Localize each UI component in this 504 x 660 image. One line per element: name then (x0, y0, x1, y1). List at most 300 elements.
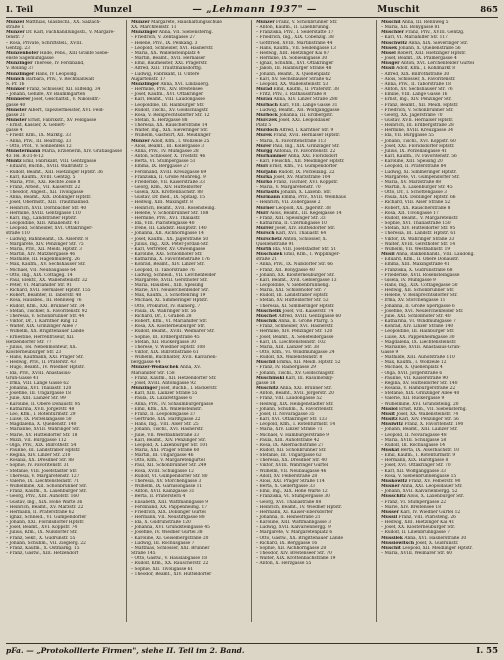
entry-details: – Richard, IX. Berggasse 16 (256, 540, 318, 546)
entry-details: – Otto, Dr., I. Schottengasse 3 (381, 190, 447, 196)
entry-surname: Musser (381, 509, 399, 515)
entry-details: – Valerie, XII. Ruckergasse 9 (381, 396, 445, 402)
entry-details: – Hans, Kaufmann, XXI. Prager Str. (6, 355, 84, 361)
entry-details: – Theodor, XIV. Breitenseer Str. 70 (256, 551, 332, 557)
entry-details: – Heinrich, XVII. Dornbacher Str. 40 (6, 205, 87, 211)
entry-surname: Münzer-Wodaschek (131, 365, 179, 371)
entry-details: – Rudolf, Kfm., XXI. Brünner Str. 34 (6, 303, 85, 309)
entry-details: – Josef, XX. Klosterneuburger Str. (381, 525, 456, 531)
entry-details: – Alois, Beamt., III. Kollergasse 3 (131, 143, 205, 149)
entry-details: – Sophie, XII. Aichhorngasse 28 (256, 545, 327, 551)
entry-details: – Ludwig, Schneid., VII. Lerchenfelder (131, 272, 217, 278)
entry-details: Hans, IV Leopoldg. (34, 71, 78, 77)
entry-details: – Rosalia, XX. Dresdner Str. 88 (6, 458, 74, 464)
entry-details: – Ernst, Ing., XIV. Penzinger Str. (381, 97, 452, 103)
entry-details: – Julius, Kfm., IX. Nußdorfer Str. (6, 530, 78, 536)
entry-surname: Musek (381, 45, 398, 51)
entry-details: – Luise, IX. Porzellangasse 50 (6, 417, 72, 423)
entry-details: – Ida, VIII. Piaristengasse 40 (131, 221, 195, 227)
entry-surname: Musschitz (381, 494, 406, 500)
entry-details: – Hedwig, XIII. Maxingstr. 8 (131, 200, 193, 206)
entry-details: – Hedwig, XIII. Hietzinger Kai 87 (256, 50, 330, 56)
entry-details: Ernst, Fabrikstr., XV Feldgasse (26, 117, 97, 123)
entry-details: – Josef, XVI. Ottakringer Str. 70 (381, 463, 451, 469)
entry-details: – Hans, Ing., VIII. Alser Str. 25 (131, 422, 199, 428)
entry-surname: Murrer (256, 226, 274, 232)
entry-details: – Rosa, V. Reinprechtsdorfer Str. 12 (131, 112, 210, 118)
entry-details: – Johann, XX. Klosterneuburger Str. (256, 272, 335, 278)
entry-details: – Josefine, XVI. Neulerchenfelder Str. (381, 308, 464, 314)
entry-surname: Münnerer (6, 97, 31, 103)
entry-surname: Munzinger (6, 61, 33, 67)
entry-details: Johann, X. Laxenb. Str. (279, 190, 332, 196)
entry-surname: Musel (381, 50, 396, 56)
entry-details: – Martin, III. Ungargasse 46 (131, 453, 194, 459)
entry-details: – Margarete, XVIII. Gersthofer Str. (131, 277, 208, 283)
entry-details: – Heinrich, Beamt., IV. Wiedner Hptstr. (256, 504, 342, 510)
entry-details: Emma, Priv., XVIII. Weinhaus (279, 195, 347, 201)
entry-surname: Muskat (381, 447, 400, 453)
entry-details: – Maria, XV. Märzstraße 88 (381, 179, 442, 185)
entry-details: – Fritz, Priv., I. Rathausstraße 8 (256, 92, 327, 98)
entry-details: – Pauline, VII. Kaiserstraße 90 (381, 375, 449, 381)
entry-details: – Viktor, XVIII. Währinger Gürtel (256, 463, 329, 469)
entry-details: – Franz, Arbeit., VII. Kaiserstr. 22 (6, 185, 81, 190)
entry-details: – Franziska, VI. Stumpergasse 30 (256, 494, 330, 500)
entry-details: – Josef, Kaufm., XVI. Ottakringer (131, 92, 204, 98)
entry-details: Straße 145 (131, 551, 156, 557)
entry-details: gasse 40 (6, 102, 26, 108)
entry-details: – Maria, XII. Bonygasse 81 (381, 25, 441, 31)
entry-details: – Viktor, IX. Währinger Straße 33 (381, 236, 455, 242)
entry-details: Barbara, Priv., V. Rechtsanwalt (24, 76, 95, 82)
entry-details: Maria, Erzieherin, XIV. Gratiasgasse (40, 148, 122, 154)
entry-details: – Gertrude, XIX. Hardtgasse 22 (131, 417, 201, 423)
entry-details: – Richard, Dr., I. Graben 28 (131, 313, 192, 319)
entry-details: – Friederike, XVII. Rosensteingasse (381, 272, 460, 278)
entry-details: – Max, Kaufm., I. Schottenring 19 (131, 293, 206, 299)
entry-details: – Michael, XI. Simmeringer Hptstr. (131, 298, 209, 304)
entry-details: – Rosalia, V. Hamburgerstraße 22 (381, 386, 456, 392)
entry-details: – Johanna, II. Große Sperlgasse 6 (381, 303, 455, 309)
entry-details: – Ernst, Kassier, X. Gellert- (6, 123, 66, 129)
entry-surname: Murböck (256, 112, 278, 118)
entry-details: – Hermann, VII. Neustiftgasse 88 (131, 515, 205, 520)
entry-details: Josef, XV. Märzstraße 104 (272, 174, 331, 180)
entry-details: – Johann, Beamt., XIII. Lainzer Str. (381, 427, 458, 433)
entry-details: – Anna, Beamt., XIX. Döblinger Hptstr. (6, 195, 92, 201)
entry-details: Hilde, Pens., XIII Gränfe Siebe- (38, 50, 109, 56)
entry-details: Josef, Geschäftsf., V. Nikolsdfr.- (30, 97, 101, 103)
entry-surname: Muschinski (256, 375, 285, 381)
entry-details: Leopold, XX. Jägerstr. 38 (274, 205, 331, 211)
entry-details: – Anton, XV. Sechshauser Str. 76 (381, 87, 453, 93)
entry-details: – Pauline, III. Landstraßer Hptstr. (6, 447, 81, 453)
entry-details: – Therese, V. Wiedner Hptstr. 108 (131, 344, 206, 350)
entry-details: – Helene, V. Schönbrunner Str. 188 (131, 210, 209, 216)
entry-details: – Franz, II. Leopoldsgasse 37 (131, 411, 196, 417)
entry-surname: Münker (6, 87, 26, 93)
entry-details: Anna, XXI. Leopoldauer Str. (399, 484, 463, 490)
entry-details: Mariahilfer Str. 158 (131, 370, 175, 376)
entry-details: – Rudolf, Beamt., XVIII. Weimarer Str. (131, 329, 215, 335)
entry-details: – Ludwig, Fabrikant, II. Untere (131, 71, 200, 77)
entry-details: tenstr. 7 (6, 35, 25, 41)
entry-details: – Richard, VIII. Alser Straße 52 (381, 200, 451, 206)
entry-details: – Josef, Beamt., X. Senefeldergasse (256, 334, 334, 340)
entry-details: – Leopold, XX. Wallensteinstr. 53 (256, 81, 329, 87)
entry-details: Anna, XIX. Sieveringer Str. (407, 40, 468, 46)
entry-details: – Karl, Kaufm., XVIII. Gentzg. 5 (6, 174, 76, 180)
entry-details: enste Sagemühlgasse (6, 56, 54, 62)
entry-surname: Mussilek (381, 535, 403, 541)
entry-details: – Rudolf, III. Landstraßer Hptstr. (256, 293, 329, 299)
entry-details: – Anna, Priv., IV. Schaumburgergasse (131, 401, 214, 407)
entry-surname: Musit (381, 411, 396, 417)
entry-details: – Karoline, XIII. Speising 20 (381, 159, 443, 165)
entry-surname: Muschet (256, 313, 277, 319)
entry-details: Margarete, Haushaltungsschule (149, 20, 222, 25)
entry-details: – Johanna, XVI. Thaliastr. 120 (6, 386, 72, 392)
entry-details: – Mathilde, XIII. Auhofstraße 110 (381, 355, 455, 361)
entry-details: – Marianne, XVIII. Anastasius-Grün- (381, 344, 461, 350)
entry-details: – Magdalena, IX. Liechtensteinstr. (381, 339, 457, 345)
entry-details: – Paula, XIII. Auhofstraße 42 (256, 437, 320, 443)
entry-surname: Murau (256, 97, 273, 103)
entry-surname: Murgg (256, 148, 273, 154)
entry-details: Karl, IV. Wiedner Gürtel 12 (398, 509, 461, 515)
entry-details: Franz, XV. Felberstr. 90 (407, 478, 461, 484)
entry-details: Leopold, XII. Meidlinger Hptstr. (400, 545, 473, 551)
entry-details: – Stefanie, VIII. Josefstädter Str. (6, 468, 78, 474)
entry-details: – Heinrich, Beamt., XV. Märzstr. 22 (6, 504, 84, 510)
column-3 (256, 20, 377, 622)
entry-surname: Muschwitz (381, 40, 408, 46)
entry-details: – Wilhelm, VII. Westbahnstr. 19 (381, 246, 451, 252)
entry-details: – Julie, XIII. Lainzer Str. 99 (6, 396, 66, 402)
entry-surname: Münzer (131, 138, 150, 144)
entry-details: – Franz, VI. Stumpergasse 22 (381, 499, 447, 505)
entry-surname: Munzinger (131, 30, 158, 36)
entry-surname: Muschitz (256, 386, 279, 392)
entry-details: Grün-Gasse 41 (6, 375, 39, 381)
entry-details: Gentzg. 23 (6, 45, 30, 51)
entry-details: – Anna, Priv., IX. Nußdorfer Str. 66 (256, 262, 333, 268)
entry-details: – Karl, XIII. Lainzer Straße 55 (131, 391, 198, 397)
entry-details: Alois, Beamt., III. Kegelgasse 14 (268, 210, 342, 216)
entry-surname: Musiol (381, 406, 398, 412)
entry-details: – Johann, XXI. Floridsdorfer Hptstr. (6, 520, 85, 526)
entry-details: – Katharina, VI. Windmühlgasse 7 (381, 319, 456, 325)
entry-details: – Paul, Elektr., XX. Wallensteinstr. 32 (6, 277, 88, 283)
entry-details: Anna, XIV. Linzer Straße 280 (272, 97, 338, 103)
entry-details: – Anna, Priv., IV. Mühlgasse 28 (131, 148, 199, 154)
entry-details: Karl, VIII. Lange Gasse 31 (277, 102, 338, 108)
entry-surname: Münzer (256, 20, 275, 25)
entry-details: – Josef, XXI. Floridsdorfer Hptstr. (381, 143, 455, 149)
entry-details: – Wilhelm, Gastwirt, XII. Meidlinger (131, 133, 211, 139)
entry-details: – Emil, Kfm., XX. Wallensteinstr. (131, 406, 202, 412)
entry-details: – Jakob, III. Hainburger Straße 48 (256, 66, 332, 72)
entry-details: – Emma, IX. Berggasse 27 (131, 164, 189, 170)
entry-surname: Murth (256, 246, 272, 252)
entry-surname: Munzenhofer (6, 50, 39, 56)
entry-details: Paul, Ing., XIX. Grinzinger Str. (271, 143, 340, 149)
entry-details: – Otto, Prof., V. Sonnenfels 12 (6, 143, 72, 149)
entry-surname: Murlasits (256, 190, 280, 196)
entry-details: – Mathilde, III. Hagenmüllerg. 26 (6, 257, 80, 263)
entry-details: – Franz, VIII. Laudongasse 52 (256, 396, 322, 402)
entry-details: – Maria, XXI. Prager Straße 60 (131, 447, 200, 453)
entry-surname: Munzer (6, 30, 25, 36)
entry-details: – Irene, III. Landstr. Hauptstr. 140 (131, 226, 207, 232)
entry-details: – Franziska, II. Große Mohreng. 9 (131, 174, 206, 180)
entry-details: – Ludwig, III. Rochusgasse 7 (131, 540, 195, 546)
entry-details: – Robert, XX. Rauscherstraße 8 (381, 205, 451, 211)
entry-details: Robert, XIII. Hietzinger Hptstr. (395, 50, 467, 56)
entry-details: – Matthias, Schlosser, XXI. Brünner (131, 545, 210, 551)
entry-details: – Josef, Beamt., IX. Pramergasse 4 (381, 56, 457, 62)
entry-details: – Walter, Ing., XIX. Sieveringer Str. (131, 128, 209, 134)
entry-details: – Franz, XIII. Speisinger Str. 33 (256, 215, 326, 221)
entry-details: – Rudolf, II. Lilienbrunngasse 7 (381, 530, 451, 536)
entry-details: Matthias, Glasbschl., XX. Salzach- (24, 20, 101, 25)
entry-details: – Josefine, IV. Wiedner Gürtel 38 (131, 530, 203, 536)
entry-details: – Franz, Kaufm., X. Laxenburger Str. (6, 489, 87, 495)
entry-details: – Berta, X. Gellertgasse 33 (256, 484, 315, 490)
entry-surname: Muschik (256, 319, 277, 325)
entry-details: – Hermine, Priv., XIV. Breitensee (131, 87, 203, 93)
entry-details: – Michael, VII. Neubaugasse 64 (6, 267, 76, 273)
entry-details: – Otto, Ing., XIX. Cottageg. 14 (6, 272, 73, 278)
entry-details: – Valerie, IX. Liechtensteinstr. 71 (6, 478, 79, 484)
entry-details: – Karl, Beamt., XVII. Geblergasse 13 (256, 277, 337, 283)
page-number: 865 (480, 5, 498, 15)
entry-surname: Müntz (6, 159, 22, 165)
entry-details: – Heinrich, III. Erdbergstraße 28 (381, 123, 454, 129)
directory-entry (131, 572, 248, 577)
entry-details: – Julius, Tel. Nebenmonteur, XX. (6, 344, 78, 350)
directory-title: — „Lehmann 1937" — (192, 4, 317, 15)
entry-details: – Wilhelm, VII. Neubaugasse 46 (256, 468, 327, 474)
entry-details: Rudolf, IX. Porzellang. 22 (276, 169, 335, 175)
entry-details: – Irma, XV. Storchengasse 11 (381, 298, 446, 304)
entry-details: Franz, X. Favoritenstr. 190 (402, 422, 464, 428)
entry-details: – Sophie, XII. Tivoligasse 61 (131, 566, 194, 572)
signature-mark: I. 55 (476, 646, 498, 656)
entry-details: Anna, XVI. Lindauerg. (159, 81, 210, 87)
entry-surname: Muskowitz (381, 478, 408, 484)
entry-details: – Georg, Kfm., XIV. Hütteldorfer (131, 185, 202, 190)
entry-surname: Munzlinger (131, 81, 160, 87)
entry-details: – Ida, Priv., XVIII. Anastasius- (6, 370, 72, 376)
entry-details: XX. Marchfeldstr. 11 (131, 25, 177, 31)
entry-details: – Wilhelmine, XII. Schönbrunner Str. (6, 484, 87, 490)
entry-details: Josef, XIV. Hütteldorfer Str. (273, 226, 336, 232)
entry-details: Emil, Kaufm., II. Praterstr. 38 (272, 87, 339, 93)
entry-details: – Alfred, XIX. Billrothstraße 30 (381, 71, 450, 77)
entry-details: – Hedwig, XII. Schönbrunner Str. (381, 288, 455, 294)
entry-details: – Marie, XVI. Neulerchenfelder Str. (131, 288, 209, 294)
entry-details: – Margarete, XIV. Penzinger Str. 75 (6, 241, 84, 247)
entry-details: – Leopold, Kfm., I. Rotenturmstr. 14 (256, 422, 336, 428)
entry-details: – Franz, IV. Rainergasse 29 (256, 365, 317, 371)
volume-part-label: I. Teil (6, 5, 34, 15)
entry-details: – Anton, Schlosser, X. Troststr. 46 (131, 154, 206, 160)
entry-details: – Wilhelm, XX. Brigittenauer Lände (6, 329, 85, 335)
entry-details: Ernst, Kfm., VII. Siebensterng. (397, 406, 467, 412)
entry-details: – Julius, Ing., XIX. Peter-Jordan-Str. (131, 241, 209, 247)
entry-details: – Karoline, XIII. Wattmanngasse 3 (256, 520, 332, 526)
entry-details: – Rudolf, III. Rochusgasse 14 (381, 442, 445, 448)
entry-details: – Friedrich, XIX. Döblinger Gürtel (131, 509, 206, 515)
entry-details: – Gisela, IV. Mühlgasse 9 (381, 277, 436, 283)
entry-details: – Leopold, Schneider, XVI. Ottakringer- (6, 226, 93, 232)
column-1 (6, 20, 127, 622)
entry-details: – Georg, XVI. Thaliastraße 88 (256, 499, 322, 505)
entry-details: – Karl, Vertreter, XV. Ölweingasse (131, 246, 206, 252)
directory-entry (256, 561, 373, 566)
column-2 (131, 20, 252, 622)
entry-details: Therese, IV Ferdinand, (32, 61, 85, 67)
entry-details: – Anton, Beamt., XVII. Jörgerstr. 20 (256, 391, 334, 397)
entry-details: – Rosa, IX. Alserbachstraße 27 (256, 442, 324, 448)
entry-details: – Hans, Ing., XIX. Cottagegasse 50 (381, 282, 458, 288)
entry-details: – Theresia, XI. Simmeringer Hptstr. (256, 303, 335, 309)
entry-details: – Rosa, XX. Klosterneuburger Str. (131, 324, 206, 330)
entry-details: – Franz, Beamt., XII. Meidl. Hptstr. (381, 102, 459, 108)
entry-details: – Theresia, XX. Dresdner Str. 40 (256, 458, 327, 464)
entry-details: – Franz, Schneider, XVI. Hasnerstr. (256, 324, 334, 330)
entry-details: 43 Tel. R-31-8-12 (6, 154, 44, 160)
entry-details: – Leopoldine, III. Hainburger Str. (131, 102, 205, 108)
entry-details: – Friederike, VII. Kaiserstraße 33 (131, 179, 205, 185)
entry-details: Josef, XX. Wallensteinstr. 74 (395, 411, 459, 417)
entry-surname: Musil (381, 66, 395, 72)
entry-surname: Munzel (6, 20, 25, 25)
entry-details: – Paula, XIX. Döblinger Hptstr. 66 (381, 195, 456, 201)
entry-details: – Georg, Priv., XIII. Auhofstr. 160 (6, 494, 79, 500)
entry-details: – Wilhelm, IX. Garnisongasse 11 (131, 484, 203, 490)
entry-details: – Stefanie, XIX. Grinzinger Allee 40 (381, 391, 460, 397)
entry-details: – Konrad, Beamt., XIV. Linzer Str. (131, 262, 205, 268)
entry-details: – Paul, XII. Schönbrunner Str. 249 (131, 463, 207, 469)
entry-details: – Karoline, II. Obere Donaustr. 95 (6, 401, 81, 407)
entry-details: – Rosa, Private, Schriftstell., XVIII. (6, 40, 83, 46)
entry-details: – Katharina, X. Favoritenstraße 176 (131, 257, 210, 263)
entry-details: – Wilhelm, Buchhalter, XVII. Kalvarien- (131, 355, 218, 361)
entry-details: – Gustav, Ing., XIX. Hohe Warte 36 (6, 499, 83, 505)
entry-details: – Maria, X. Favoritenstraße 113 (256, 138, 327, 144)
entry-details: – Regina, XV. Hütteldorfer Str. 140 (381, 380, 458, 386)
entry-details: – Johanna, XVI. Grundsteingasse 45 (131, 525, 210, 531)
entry-details: – Karoline, XI. Geiselbergstraße 20 (131, 535, 209, 541)
entry-surname: Murr (256, 210, 269, 216)
entry-details: – Hedwig, Priv., II. Praterstr. 43 (6, 360, 76, 366)
entry-details: – Maria, Priv., XXI. Rechte Zeile 8 (6, 179, 81, 185)
entry-details: Franz, Priv., XVIII. Gentzg. (403, 30, 465, 36)
entry-details: – Ludwig, XVII. Kalvarienbergg. 9 (256, 525, 331, 531)
entry-details: Karl, XIV. Penzinger Str. 56 (397, 417, 459, 423)
entry-details: – Karl, Ing., Landstraßer Hptstr. (6, 215, 77, 221)
entry-details: – Max, Kaufm., I. Wollzeile 12 (381, 360, 447, 366)
entry-details: – Otto, Gastw., XX. Brigittenauer Lände (256, 535, 344, 541)
entry-details: – Hermine, XVIII. Gentzgasse 110 (6, 210, 81, 216)
entry-details: – Otto, Gastw., V. Hauslabgasse 18 (131, 556, 207, 562)
entry-surname: Münich (6, 76, 25, 82)
entry-details: – Heinrich, VII. Zollergasse 2 (256, 200, 321, 206)
entry-details: – Berta, II. Praterstern 4 (131, 494, 186, 500)
entry-details: – Maria, V. Margaretenstr. 70 (256, 185, 321, 190)
entry-details: gasse 21 (6, 112, 26, 118)
entry-details: – Franz, Gastw., XIII. Hetzendorf (6, 551, 79, 557)
column-4 (381, 20, 498, 622)
entry-details: – Theresia, V. Schönbrunner Str. 44 (6, 313, 85, 319)
entry-details: – Olga, Priv., XIX. Billrothstr. 54 (6, 442, 77, 448)
entry-details: – Johann, Schuhm., X. Favoritenstr. (256, 406, 334, 412)
entry-details: – Karl, Beamt., XIV. Penzinger Str. (131, 437, 206, 443)
entry-details: – Helene, V. Reinprechtsdorfer Str. (381, 293, 458, 299)
entry-details: – Leopold, II. Praterstraße 84 (381, 164, 447, 170)
entry-details: – Stefan, XV. Hütteldorfer Str. 52 (256, 298, 329, 304)
entry-details: Ida, VIII. Josefstädter Str. 51 (271, 246, 337, 252)
page-header (6, 4, 498, 18)
entry-details: – Ferdinand, XX. Pappenheimg. 17 (131, 504, 208, 510)
entry-details: – Gottfried, XVIII. Martinstraße 44 (256, 40, 333, 46)
entry-details: Franz, Schlosser, XII. Ellfeldg. 34 (25, 87, 101, 93)
entry-details: gasse 4 (6, 128, 23, 134)
entry-details: – Leopold, II. Taborstraße 76 (131, 267, 195, 273)
entry-surname: Musner (381, 484, 400, 490)
entry-details: Anna, III. Rennweg 5 (400, 20, 449, 25)
entry-details: – Sophie, IV. Favoritenstr. 31 (6, 463, 70, 469)
entry-details: – Peter, VI. Mariahilfer Str. 91 (6, 282, 73, 288)
entry-details: – Emilie, VIII. Lange Gasse 16 (381, 92, 448, 98)
entry-surname: Muschil (381, 20, 401, 25)
entry-surname: Murek (256, 133, 273, 139)
entry-details: – Maria, XVIII. Weimarer Str. 60 (381, 551, 453, 557)
entry-details: – Walter, XIX. Grinzinger Allee 7 (6, 324, 78, 330)
entry-details: – Otto, Prokurist, IV. Rainerg. 7 (131, 303, 201, 309)
entry-details: Anton, Schlosser, X. (281, 236, 328, 242)
entry-surname: Murdoch (256, 128, 278, 134)
entry-details: – Konrad, XIV. Linzer Straße 140 (381, 324, 454, 330)
entry-details: – Johann, Tischl., XVI. Koppstr. 60 (381, 138, 456, 144)
entry-details: – Sophie, XVI. Thaliastraße 150 (381, 221, 451, 227)
entry-details: – Theresia, V. Margaretenstr. 127 (6, 473, 80, 479)
entry-details: – Rosa, Hausbes., III. Rennweg 76 (6, 298, 82, 304)
entry-details: – Leopoldine, V. Siebenbrunneng. (256, 282, 330, 288)
entry-details: – Ignaz, Schuhm., XVI. Ottakringer (256, 61, 334, 67)
entry-details: Johanna, III. Erdbergstr. (277, 112, 334, 118)
entry-details: Augartenstr. 17 (131, 76, 166, 82)
entry-details: Anna, VII. Siebensterng. (157, 30, 213, 36)
entry-details: – Julius, IX. Porzellangasse 41 (381, 148, 447, 154)
entry-details: Emil, Fabrikant, VIII. Gentzgasse (21, 159, 97, 165)
entry-details: – Leo, Kfm., I. Rotenturmstr. 29 (6, 411, 76, 417)
entry-details: – Paula, IX. Währinger Str. 56 (131, 308, 197, 314)
entry-details: – Gisela, XIX. Krottenbachstr. 88 (131, 190, 203, 196)
entry-details: – Franz, Sekr., X. Gudrunstr. 55 (6, 535, 76, 541)
entry-details: – Stefan, XIV. Hütteldorfer Str. 95 (381, 226, 456, 232)
entry-details: – Alois, XXI. Prager Straße 114 (256, 478, 325, 484)
entry-details: Anna, Bakkenhändl., VIII. Laudong. (394, 252, 475, 258)
entry-surname: Murka (256, 174, 273, 180)
entry-details: Franz, Tischler, XVI. Koppstr. (272, 179, 339, 185)
entry-details: – Stefanie, III. Ungargasse 62 (256, 453, 322, 459)
entry-details: – Irma, VIII. Lange Gasse 62 (6, 380, 69, 386)
directory-columns (6, 20, 498, 622)
